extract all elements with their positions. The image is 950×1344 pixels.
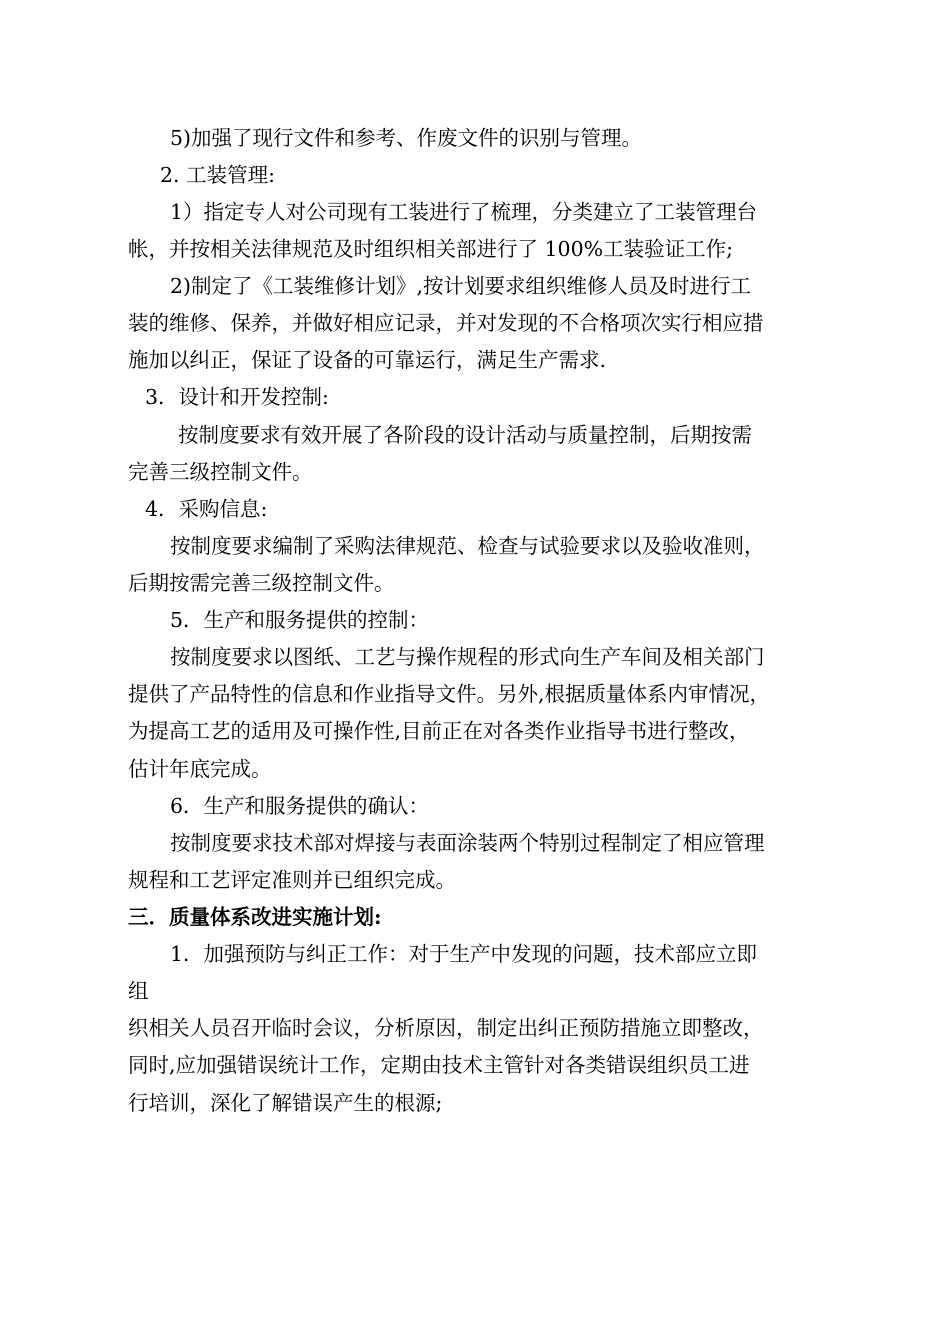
section-heading: 3．设计和开发控制: xyxy=(145,385,329,409)
text-line: 施加以纠正，保证了设备的可靠运行，满足生产需求. xyxy=(128,348,607,372)
text-line: 同时,应加强错误统计工作，定期由技术主管针对各类错误组织员工进 xyxy=(128,1053,750,1077)
text-line: 完善三级控制文件。 xyxy=(128,460,313,484)
text-line: 组 xyxy=(128,979,149,1003)
text-line: 为提高工艺的适用及可操作性,目前正在对各类作业指导书进行整改， xyxy=(128,719,750,743)
chapter-heading: 三．质量体系改进实施计划: xyxy=(128,905,382,929)
text-line: 5)加强了现行文件和参考、作废文件的识别与管理。 xyxy=(170,126,643,150)
text-line: 织相关人员召开临时会议，分析原因，制定出纠正预防措施立即整改， xyxy=(128,1016,764,1040)
text-line: 行培训，深化了解错误产生的根源; xyxy=(128,1091,443,1115)
text-line: 按制度要求编制了采购法律规范、检查与试验要求以及验收准则， xyxy=(170,534,765,558)
text-line: 2)制定了《工装维修计划》,按计划要求组织维修人员及时进行工 xyxy=(170,274,752,298)
text-line: 后期按需完善三级控制文件。 xyxy=(128,571,395,595)
text-line: 按制度要求技术部对焊接与表面涂装两个特别过程制定了相应管理 xyxy=(170,831,765,855)
text-line: 帐，并按相关法律规范及时组织相关部进行了 100%工装验证工作; xyxy=(128,237,734,261)
text-line: 按制度要求有效开展了各阶段的设计活动与质量控制，后期按需 xyxy=(178,423,752,447)
section-heading: 2. 工装管理: xyxy=(160,163,275,187)
section-heading: 5．生产和服务提供的控制： xyxy=(170,608,430,632)
text-line: 装的维修、保养，并做好相应记录，并对发现的不合格项次实行相应措 xyxy=(128,311,764,335)
section-heading: 6．生产和服务提供的确认： xyxy=(170,794,430,818)
text-line: 按制度要求以图纸、工艺与操作规程的形式向生产车间及相关部门 xyxy=(170,645,765,669)
text-line: 提供了产品特性的信息和作业指导文件。另外,根据质量体系内审情况， xyxy=(128,682,771,706)
text-line: 1．加强预防与纠正工作：对于生产中发现的问题，技术部应立即 xyxy=(170,942,758,966)
section-heading: 4．采购信息: xyxy=(145,497,268,521)
text-line: 规程和工艺评定准则并已组织完成。 xyxy=(128,868,456,892)
text-line: 1）指定专人对公司现有工装进行了梳理，分类建立了工装管理台 xyxy=(170,200,758,224)
text-line: 估计年底完成。 xyxy=(128,757,272,781)
